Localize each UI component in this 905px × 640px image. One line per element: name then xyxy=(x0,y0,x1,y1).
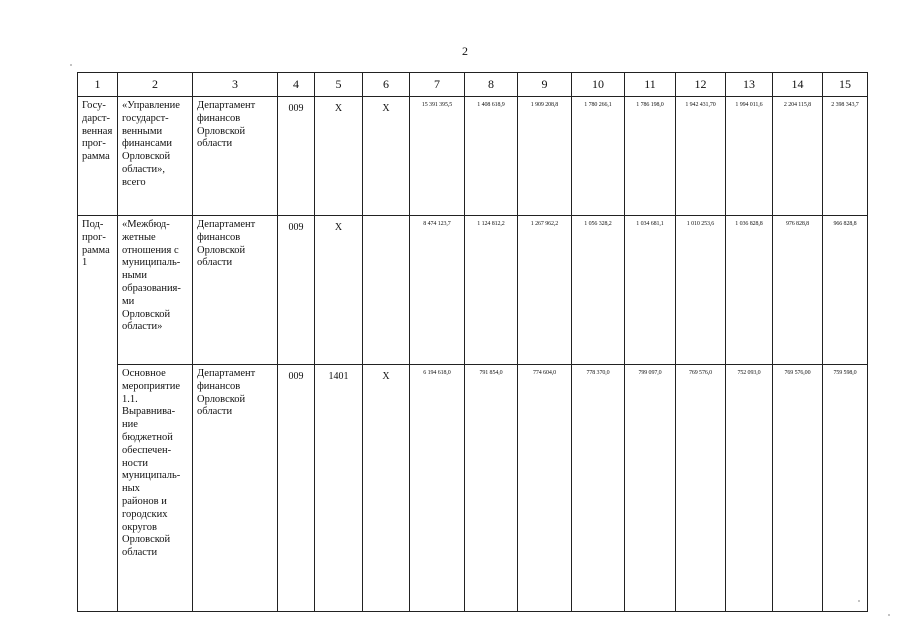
value-cell xyxy=(410,97,465,216)
status-text: Под- прог- рамма 1 xyxy=(82,219,110,269)
rzpr-cell xyxy=(315,216,363,365)
value-cell xyxy=(465,216,518,365)
header-cell: 4 xyxy=(278,73,315,97)
header-cell: 6 xyxy=(363,73,410,97)
value-text: 966 828,8 xyxy=(833,221,857,227)
csr-cell xyxy=(363,97,410,216)
value-text: 1 036 828,8 xyxy=(735,221,763,227)
value-cell xyxy=(676,365,726,612)
value-cell xyxy=(823,97,868,216)
name-text: «Межбюд- жетные отношения с муниципаль- ными образования- ми Орловской области» xyxy=(122,219,181,333)
header-cell: 5 xyxy=(315,73,363,97)
header-cell: 1 xyxy=(78,73,118,97)
scan-speck xyxy=(888,614,890,616)
name-cell xyxy=(118,365,193,612)
grbs-cell xyxy=(278,365,315,612)
value-cell xyxy=(572,365,625,612)
value-cell xyxy=(823,216,868,365)
value-text: 1 786 198,0 xyxy=(636,102,664,108)
value-cell xyxy=(676,216,726,365)
header-cell: 3 xyxy=(193,73,278,97)
value-text: 1 408 618,9 xyxy=(477,102,505,108)
value-cell xyxy=(625,365,676,612)
value-cell xyxy=(410,216,465,365)
value-text: 976 828,8 xyxy=(785,221,810,227)
value-cell xyxy=(518,97,572,216)
table-row xyxy=(78,365,868,612)
csr-text: X xyxy=(382,103,390,114)
value-text: 1 909 208,8 xyxy=(530,102,559,108)
value-cell xyxy=(625,97,676,216)
executor-text: Департамент финансов Орловской области xyxy=(197,368,256,418)
value-cell xyxy=(625,216,676,365)
grbs-text: 009 xyxy=(288,371,304,382)
grbs-cell xyxy=(278,97,315,216)
table-row xyxy=(78,97,868,216)
csr-text xyxy=(363,216,409,222)
rzpr-text: 1401 xyxy=(328,371,349,382)
value-cell xyxy=(465,97,518,216)
value-text: 1 267 962,2 xyxy=(530,221,559,227)
value-text: 774 604,0 xyxy=(532,370,557,376)
value-cell xyxy=(518,365,572,612)
status-cell xyxy=(78,216,118,612)
value-text: 799 097,0 xyxy=(638,370,662,376)
header-cell: 15 xyxy=(823,73,868,97)
grbs-text: 009 xyxy=(288,103,304,114)
header-cell: 10 xyxy=(572,73,625,97)
name-text: «Управление государст- венными финансами Орловской области», всего xyxy=(122,100,180,188)
name-cell xyxy=(118,216,193,365)
value-text: 1 124 812,2 xyxy=(477,221,505,227)
name-text: Основное мероприятие 1.1. Выравнива- ние бюджетной обеспечен- ности муниципаль- ных районов и городских округов Орловской области xyxy=(122,368,181,559)
scan-speck xyxy=(858,600,860,602)
csr-text: X xyxy=(382,371,390,382)
value-cell xyxy=(726,365,773,612)
scan-speck xyxy=(70,64,72,66)
header-cell: 2 xyxy=(118,73,193,97)
value-text: 2 398 343,7 xyxy=(831,102,859,108)
value-cell xyxy=(726,216,773,365)
status-cell xyxy=(78,97,118,216)
value-cell xyxy=(823,365,868,612)
value-cell xyxy=(773,365,823,612)
csr-cell xyxy=(363,216,410,365)
table-row xyxy=(78,216,868,365)
value-cell xyxy=(572,216,625,365)
value-text: 1 942 431,70 xyxy=(685,102,716,108)
executor-text: Департамент финансов Орловской области xyxy=(197,219,256,269)
value-text: 1 034 681,1 xyxy=(636,221,664,227)
value-cell xyxy=(773,97,823,216)
value-text: 1 994 011,6 xyxy=(735,102,763,108)
grbs-cell xyxy=(278,216,315,365)
header-cell: 7 xyxy=(410,73,465,97)
rzpr-cell xyxy=(315,97,363,216)
value-cell xyxy=(465,365,518,612)
page-number: 2 xyxy=(462,44,468,58)
value-text: 1 780 266,1 xyxy=(584,102,612,108)
status-text: Госу- дарст- венная прог- рамма xyxy=(82,100,113,163)
header-cell: 9 xyxy=(518,73,572,97)
value-text: 778 370,0 xyxy=(586,370,610,376)
value-text: 6 194 618,0 xyxy=(423,370,451,376)
rzpr-text: X xyxy=(334,222,343,233)
csr-cell xyxy=(363,365,410,612)
value-text: 15 391 395,5 xyxy=(421,102,453,108)
value-cell xyxy=(773,216,823,365)
value-text: 769 576,0 xyxy=(688,370,713,376)
rzpr-text: X xyxy=(334,103,343,114)
value-cell xyxy=(410,365,465,612)
value-cell xyxy=(676,97,726,216)
header-cell: 8 xyxy=(465,73,518,97)
value-text: 8 474 123,7 xyxy=(423,221,451,227)
value-cell xyxy=(572,97,625,216)
header-cell: 14 xyxy=(773,73,823,97)
rzpr-cell xyxy=(315,365,363,612)
value-text: 769 576,00 xyxy=(784,370,811,376)
value-text: 752 093,0 xyxy=(737,370,761,376)
value-text: 2 204 115,8 xyxy=(783,102,812,108)
header-row xyxy=(78,73,868,97)
value-text: 759 598,0 xyxy=(833,370,857,376)
header-cell: 13 xyxy=(726,73,773,97)
executor-cell xyxy=(193,216,278,365)
grbs-text: 009 xyxy=(288,222,304,233)
budget-table xyxy=(77,72,868,612)
value-text: 1 056 328,2 xyxy=(584,221,612,227)
value-text: 791 854,0 xyxy=(479,370,503,376)
executor-text: Департамент финансов Орловской области xyxy=(197,100,256,150)
name-cell xyxy=(118,97,193,216)
value-text: 1 010 253,6 xyxy=(686,221,715,227)
executor-cell xyxy=(193,365,278,612)
value-cell xyxy=(518,216,572,365)
header-cell: 11 xyxy=(625,73,676,97)
executor-cell xyxy=(193,97,278,216)
value-cell xyxy=(726,97,773,216)
header-cell: 12 xyxy=(676,73,726,97)
